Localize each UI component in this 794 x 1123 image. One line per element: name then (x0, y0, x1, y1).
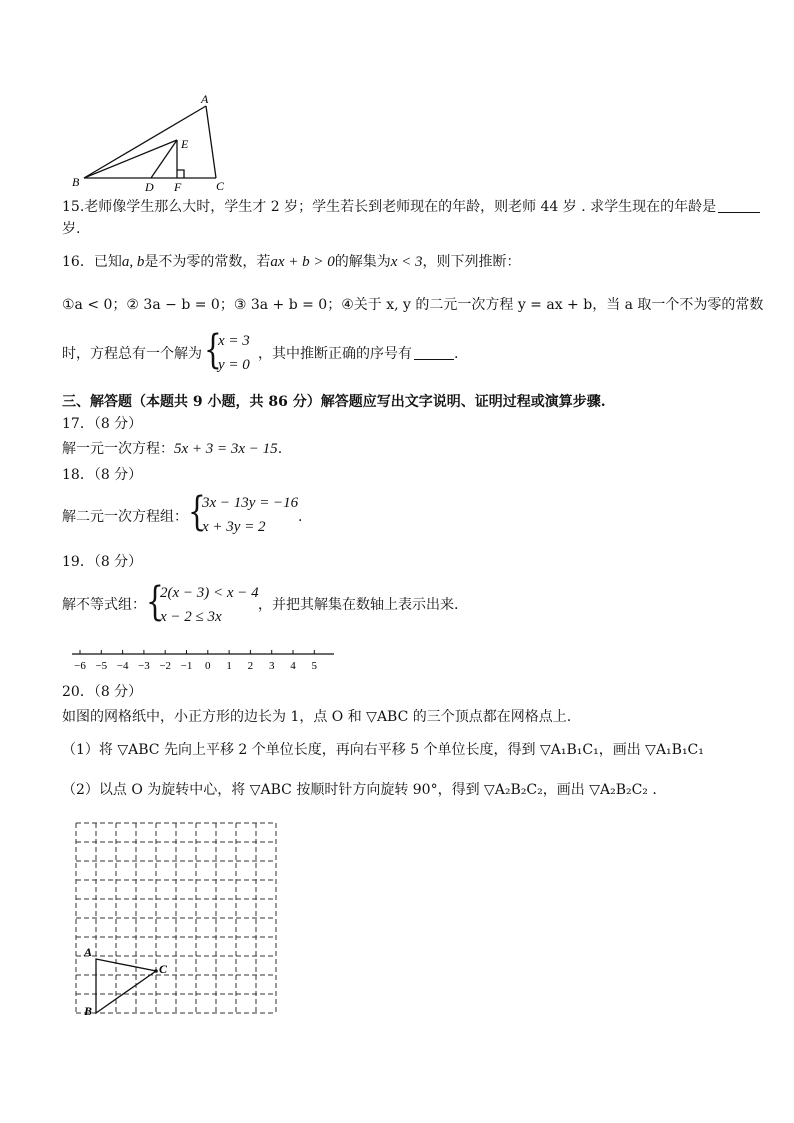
number-line-tick-label: −4 (116, 660, 129, 672)
number-line-tick-label: −3 (138, 660, 150, 672)
q16-inequality: ax + b > 0 (270, 254, 335, 270)
grid-label-B: B (84, 1004, 93, 1018)
q16-mid: 是不为零的常数，若 (144, 254, 271, 270)
q19-brace: { (146, 579, 164, 625)
q17-body: 解一元一次方程：5x + 3 = 3x − 15. (62, 441, 283, 457)
q20-head: 20．（8 分） (62, 684, 143, 700)
number-line-tick-label: −2 (159, 660, 172, 672)
q18-prefix: 解二元一次方程组： (62, 509, 188, 525)
q16-brace: { (204, 327, 222, 373)
q19-body (62, 579, 482, 628)
label-E: E (181, 137, 189, 151)
q16-solution: x < 3 (390, 254, 423, 270)
point-C-dot (154, 969, 158, 973)
q19-prefix: 解不等式组： (62, 597, 146, 613)
number-line-tick-label: 5 (311, 660, 318, 672)
q19-post: ，并把其解集在数轴上表示出来. (258, 597, 459, 613)
q20-part2: （2）以点 O 为旋转中心，将 ▽ABC 按顺时针方向旋转 90°，得到 ▽A₂B₂C₂，画出 ▽A₂B₂C₂ . (62, 782, 657, 798)
grid-figure (68, 815, 283, 1020)
q15-answer-blank[interactable] (718, 198, 760, 213)
number-line-tick-label: 4 (290, 660, 296, 672)
q18-brace: { (188, 489, 206, 535)
q19-ineq1: 2(x − 3) < x − 4 (160, 585, 259, 601)
q16-answer-blank[interactable] (414, 345, 454, 360)
label-A: A (201, 92, 209, 106)
label-C: C (216, 179, 225, 192)
grid-label-A: A (84, 945, 93, 959)
number-line (62, 648, 342, 678)
number-line-tick-label: 0 (205, 660, 211, 672)
q16-items: ①a < 0；② 3a − b = 0；③ 3a + b = 0；④关于 x, y 的二元一次方程 y = ax + b，当 a 取一个不为零的常数 (62, 297, 764, 313)
q18-eq2: x + 3y = 2 (202, 519, 266, 535)
q19-head: 19．（8 分） (62, 554, 143, 570)
q16-line1 (62, 253, 521, 271)
q18-eq1: 3x − 13y = −16 (202, 495, 299, 511)
triangle-figure (60, 88, 240, 192)
q16-sys2: y = 0 (218, 357, 250, 373)
q15-line1 (62, 198, 760, 216)
section3-title: 三、解答题（本题共 9 小题，共 86 分）解答题应写出文字说明、证明过程或演算步骤. (62, 394, 606, 410)
number-line-tick-label: −6 (74, 660, 86, 672)
q16-mid2: 的解集为 (334, 254, 391, 270)
number-line-tick-label: 3 (268, 660, 275, 672)
q17-head: 17．（8 分） (62, 416, 143, 432)
triangle-abc (96, 959, 156, 1013)
number-line-tick-label: 2 (247, 660, 254, 672)
number-line-tick-label: −1 (180, 660, 193, 672)
q16-line3-prefix: 时，方程总有一个解为 (62, 346, 202, 362)
grid-label-C: C (159, 962, 168, 976)
label-B: B (72, 175, 80, 189)
q20-intro: 如图的网格纸中，小正方形的边长为 1，点 O 和 ▽ABC 的三个顶点都在网格点上. (62, 709, 572, 725)
number-line-tick-label: 1 (226, 660, 232, 672)
q15-line2: 岁. (62, 221, 81, 237)
q20-part1: （1）将 ▽ABC 先向上平移 2 个单位长度，再向右平移 5 个单位长度，得到 ▽A₁B₁C₁，画出 ▽A₁B₁C₁ (62, 742, 704, 758)
q17-equation: 5x + 3 = 3x − 15 (174, 441, 278, 457)
q18-body (62, 489, 362, 538)
q15-number: 15. (62, 199, 85, 215)
q16-line3-post: ，其中推断正确的序号有 . (258, 346, 459, 362)
label-D: D (145, 180, 154, 192)
q15-text: 老师像学生那么大时，学生才 2 岁；学生若长到老师现在的年龄，则老师 44 岁 . 求学生现在的年龄是 (84, 199, 717, 215)
label-F: F (174, 180, 182, 192)
q18-head: 18．（8 分） (62, 467, 143, 483)
q19-ineq2: x − 2 ≤ 3x (160, 609, 222, 625)
q18-post: . (298, 509, 303, 525)
number-line-tick-label: −5 (95, 660, 108, 672)
q16-ab: a, b (121, 254, 145, 270)
q16-post: ，则下列推断： (422, 254, 521, 270)
q16-prefix: 16．已知 (62, 254, 122, 270)
q16-sys1: x = 3 (218, 333, 250, 349)
